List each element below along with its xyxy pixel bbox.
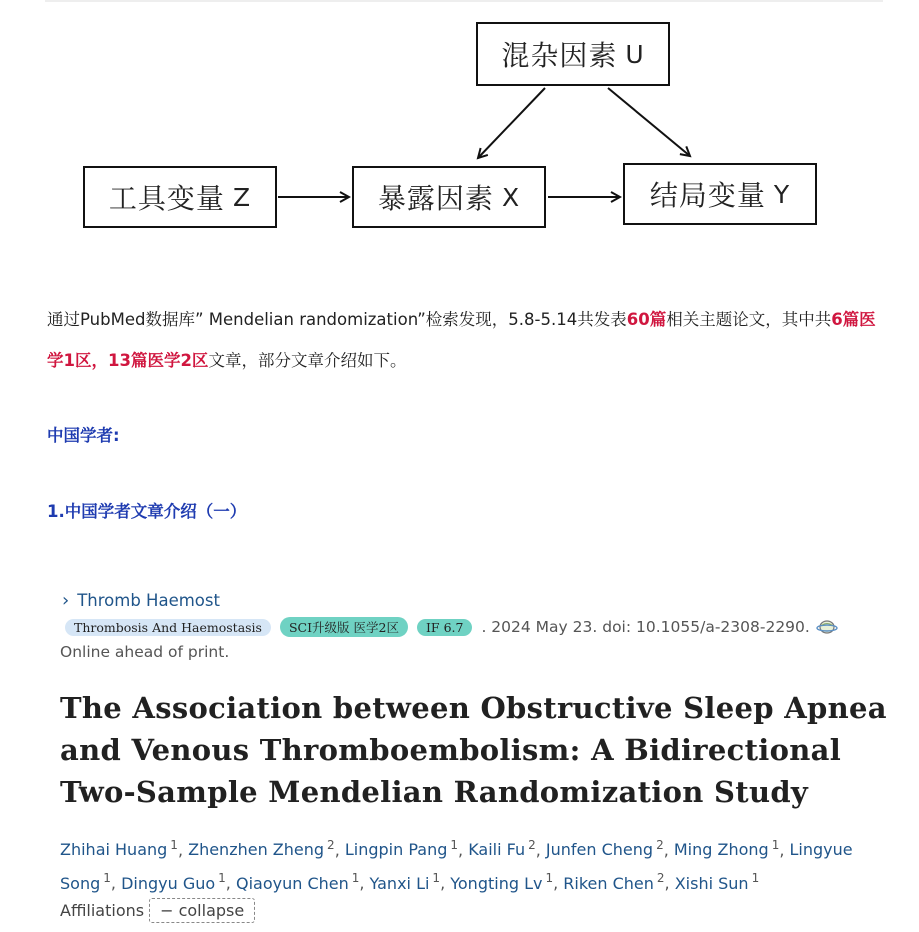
- citation-row: [65, 616, 838, 638]
- journal-link[interactable]: [60, 590, 220, 611]
- author: [188, 840, 335, 859]
- intro-highlight-total: 60篇: [626, 310, 667, 329]
- section-heading-chinese-scholars: 中国学者:: [47, 426, 120, 445]
- arrow-u-to-x: [478, 88, 545, 158]
- author: [674, 871, 760, 893]
- collapse-button[interactable]: − collapse: [149, 898, 255, 923]
- intro-paragraph: [47, 299, 877, 381]
- intro-highlight-zones: 6篇医学1区，13篇医学2区: [47, 310, 876, 370]
- author-separator: ,: [553, 873, 564, 893]
- publication-status: Online ahead of print.: [60, 643, 230, 661]
- author-separator: ,: [535, 840, 546, 860]
- globe-icon[interactable]: [816, 619, 838, 635]
- author-name-link[interactable]: Riken Chen: [563, 873, 654, 893]
- author-name-link[interactable]: Zhenzhen Zheng: [188, 840, 325, 860]
- author-name-link[interactable]: Yongting Lv: [450, 873, 543, 893]
- intro-text-3: 文章，部分文章介绍如下。: [208, 351, 407, 370]
- author-affiliation-number[interactable]: 1: [351, 871, 360, 886]
- sci-rank-tag: SCI升级版 医学2区: [280, 617, 408, 637]
- author-affiliation-number[interactable]: 1: [218, 871, 226, 886]
- author-affiliation-number[interactable]: 1: [751, 871, 760, 886]
- author-affiliation-number[interactable]: 2: [656, 838, 664, 852]
- author: [345, 840, 458, 859]
- author-separator: ,: [334, 840, 345, 860]
- author-name-link[interactable]: Lingyue Song: [60, 840, 853, 893]
- confounder-symbol: U: [625, 39, 645, 69]
- affiliations-label: Affiliations: [60, 901, 145, 920]
- author-separator: ,: [225, 873, 236, 893]
- author: [450, 871, 554, 893]
- intro-text-2: 相关主题论文，其中共: [666, 310, 832, 329]
- mr-causal-diagram: [0, 0, 919, 250]
- section-heading-article-intro: 1.中国学者文章介绍（一）: [47, 502, 247, 521]
- author-name-link[interactable]: Lingpin Pang: [344, 840, 448, 860]
- author: [235, 871, 360, 893]
- author-name-link[interactable]: Qiaoyun Chen: [235, 873, 349, 893]
- instrument-label: 工具变量: [108, 182, 225, 215]
- author-separator: ,: [440, 873, 451, 893]
- intro-text-1: 通过PubMed数据库” Mendelian randomization”检索发现，5.8-5.14共发表: [47, 310, 627, 329]
- author-separator: ,: [177, 840, 189, 860]
- arrow-u-to-y: [608, 88, 690, 156]
- chevron-right-icon: ›: [62, 590, 70, 611]
- article-title: The Association between Obstructive Sleep Apnea and Venous Thromboembolism: A Bidirectional Two-Sample Mendelian Randomization Study: [60, 691, 887, 809]
- author-affiliation-number[interactable]: 1: [450, 838, 459, 852]
- confounder-label: 混杂因素: [501, 39, 618, 72]
- outcome-symbol: Y: [773, 179, 791, 209]
- author-affiliation-number[interactable]: 1: [545, 871, 554, 886]
- author-affiliation-number[interactable]: 2: [656, 871, 665, 886]
- author: [60, 840, 178, 859]
- impact-factor-tag: IF 6.7: [417, 619, 472, 636]
- instrument-symbol: Z: [232, 182, 252, 212]
- author-affiliation-number[interactable]: 2: [528, 838, 536, 852]
- exposure-label: 暴露因素: [377, 182, 494, 215]
- journal-tag: Thrombosis And Haemostasis: [65, 619, 271, 636]
- exposure-box: [352, 166, 546, 228]
- author-name-link[interactable]: Dingyu Guo: [121, 873, 216, 893]
- journal-link-text: Thromb Haemost: [77, 591, 220, 610]
- author-separator: ,: [779, 840, 790, 860]
- author-list: [60, 831, 890, 898]
- outcome-box: [623, 163, 817, 225]
- exposure-symbol: X: [501, 182, 521, 212]
- author-separator: ,: [458, 840, 469, 860]
- author: [546, 840, 664, 859]
- author-name-link[interactable]: Zhihai Huang: [60, 840, 168, 860]
- instrument-box: [83, 166, 277, 228]
- author-affiliation-number[interactable]: 1: [170, 838, 178, 852]
- citation-text: . 2024 May 23. doi: 10.1055/a-2308-2290.: [481, 618, 810, 636]
- author-name-link[interactable]: Kaili Fu: [468, 840, 526, 860]
- author: [468, 840, 536, 859]
- author-affiliation-number[interactable]: 1: [771, 838, 780, 852]
- author-name-link[interactable]: Ming Zhong: [673, 840, 769, 860]
- author-separator: ,: [359, 873, 370, 893]
- author-name-link[interactable]: Yanxi Li: [369, 873, 430, 893]
- author-affiliation-number[interactable]: 1: [103, 871, 111, 886]
- author-affiliation-number[interactable]: 1: [432, 871, 441, 886]
- author-name-link[interactable]: Xishi Sun: [674, 873, 749, 893]
- author-name-link[interactable]: Junfen Cheng: [545, 840, 654, 860]
- author: [369, 871, 441, 893]
- author: [674, 840, 779, 859]
- author-separator: ,: [664, 873, 675, 893]
- author-separator: ,: [663, 840, 674, 860]
- author-separator: ,: [110, 873, 122, 893]
- affiliations-row: [60, 898, 255, 923]
- outcome-label: 结局变量: [649, 179, 766, 212]
- author: [121, 871, 226, 893]
- author-affiliation-number[interactable]: 2: [327, 838, 335, 852]
- author: [563, 871, 665, 893]
- confounder-box: [476, 22, 670, 86]
